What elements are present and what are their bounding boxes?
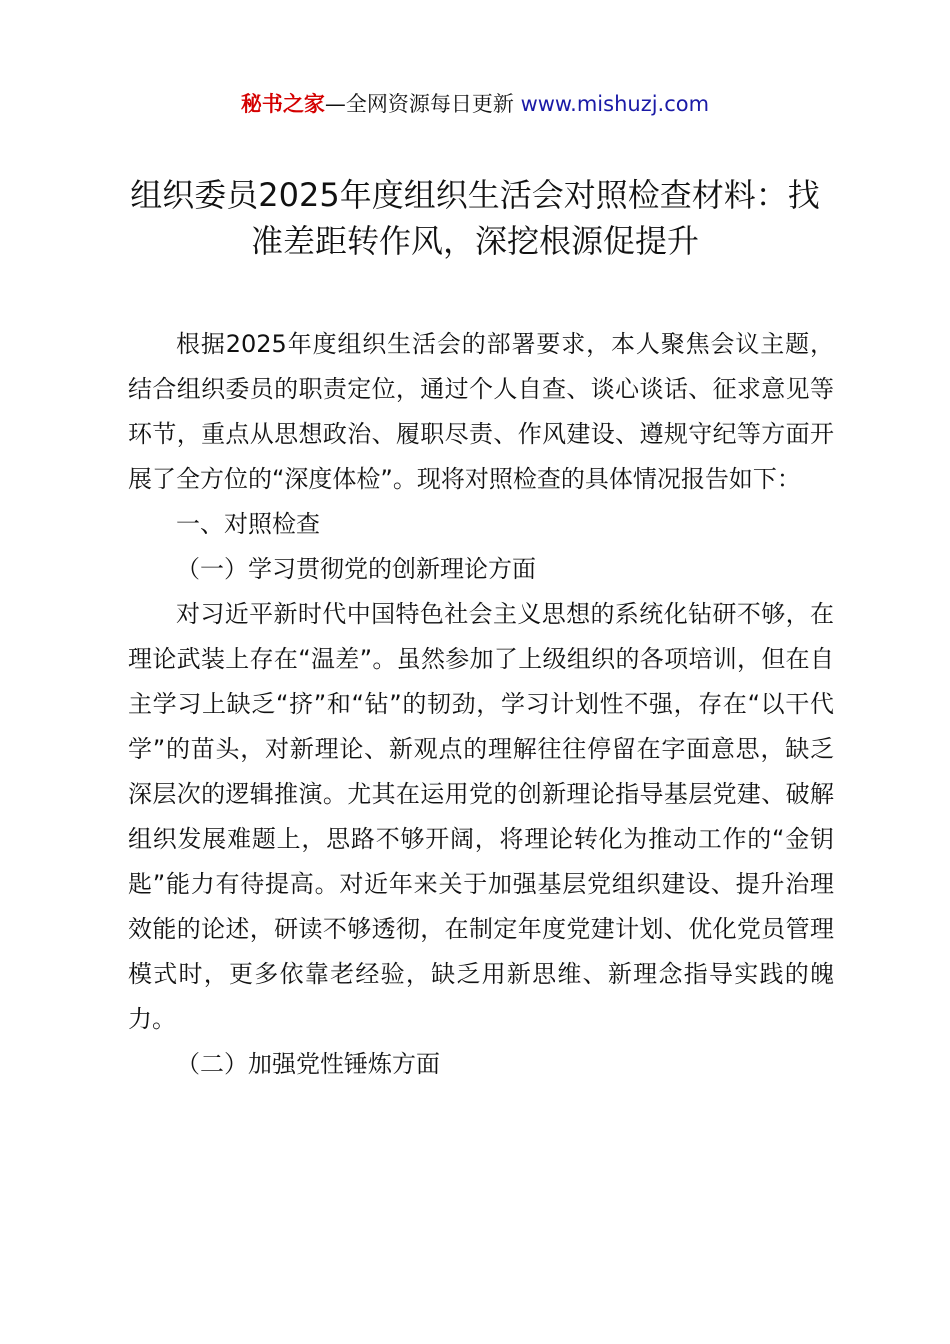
document-body [128,322,834,1087]
subsection-heading: （一）学习贯彻党的创新理论方面 [176,555,536,583]
intro-paragraph: 根据2025年度组织生活会的部署要求，本人聚焦会议主题，结合组织委员的职责定位，通过个人自查、谈心谈话、征求意见等环节，重点从思想政治、履职尽责、作风建设、遵规守纪等方面开展了全方位的“深度体检”。现将对照检查的具体情况报告如下： [128,330,834,493]
brand-name: 秘书之家 [240,92,325,116]
site-header [0,88,950,120]
body-paragraph: 对习近平新时代中国特色社会主义思想的系统化钻研不够，在理论武装上存在“温差”。虽然参加了上级组织的各项培训，但在自主学习上缺乏“挤”和“钻”的韧劲，学习计划性不强，存在“以干代学”的苗头，对新理论、新观点的理解往往停留在字面意思，缺乏深层次的逻辑推演。尤其在运用党的创新理论指导基层党建、破解组织发展难题上，思路不够开阔，将理论转化为推动工作的“金钥匙”能力有待提高。对近年来关于加强基层党组织建设、提升治理效能的论述，研读不够透彻，在制定年度党建计划、优化党员管理模式时，更多依靠老经验，缺乏用新思维、新理念指导实践的魄力。 [128,600,834,1033]
section-heading: 一、对照检查 [176,510,320,538]
subsection-heading: （二）加强党性锤炼方面 [176,1050,440,1078]
site-url-link[interactable]: www.mishuzj.com [520,92,710,116]
document-title: 组织委员2025年度组织生活会对照检查材料：找准差距转作风，深挖根源促提升 [130,176,820,260]
header-slogan: —全网资源每日更新 [324,92,514,116]
